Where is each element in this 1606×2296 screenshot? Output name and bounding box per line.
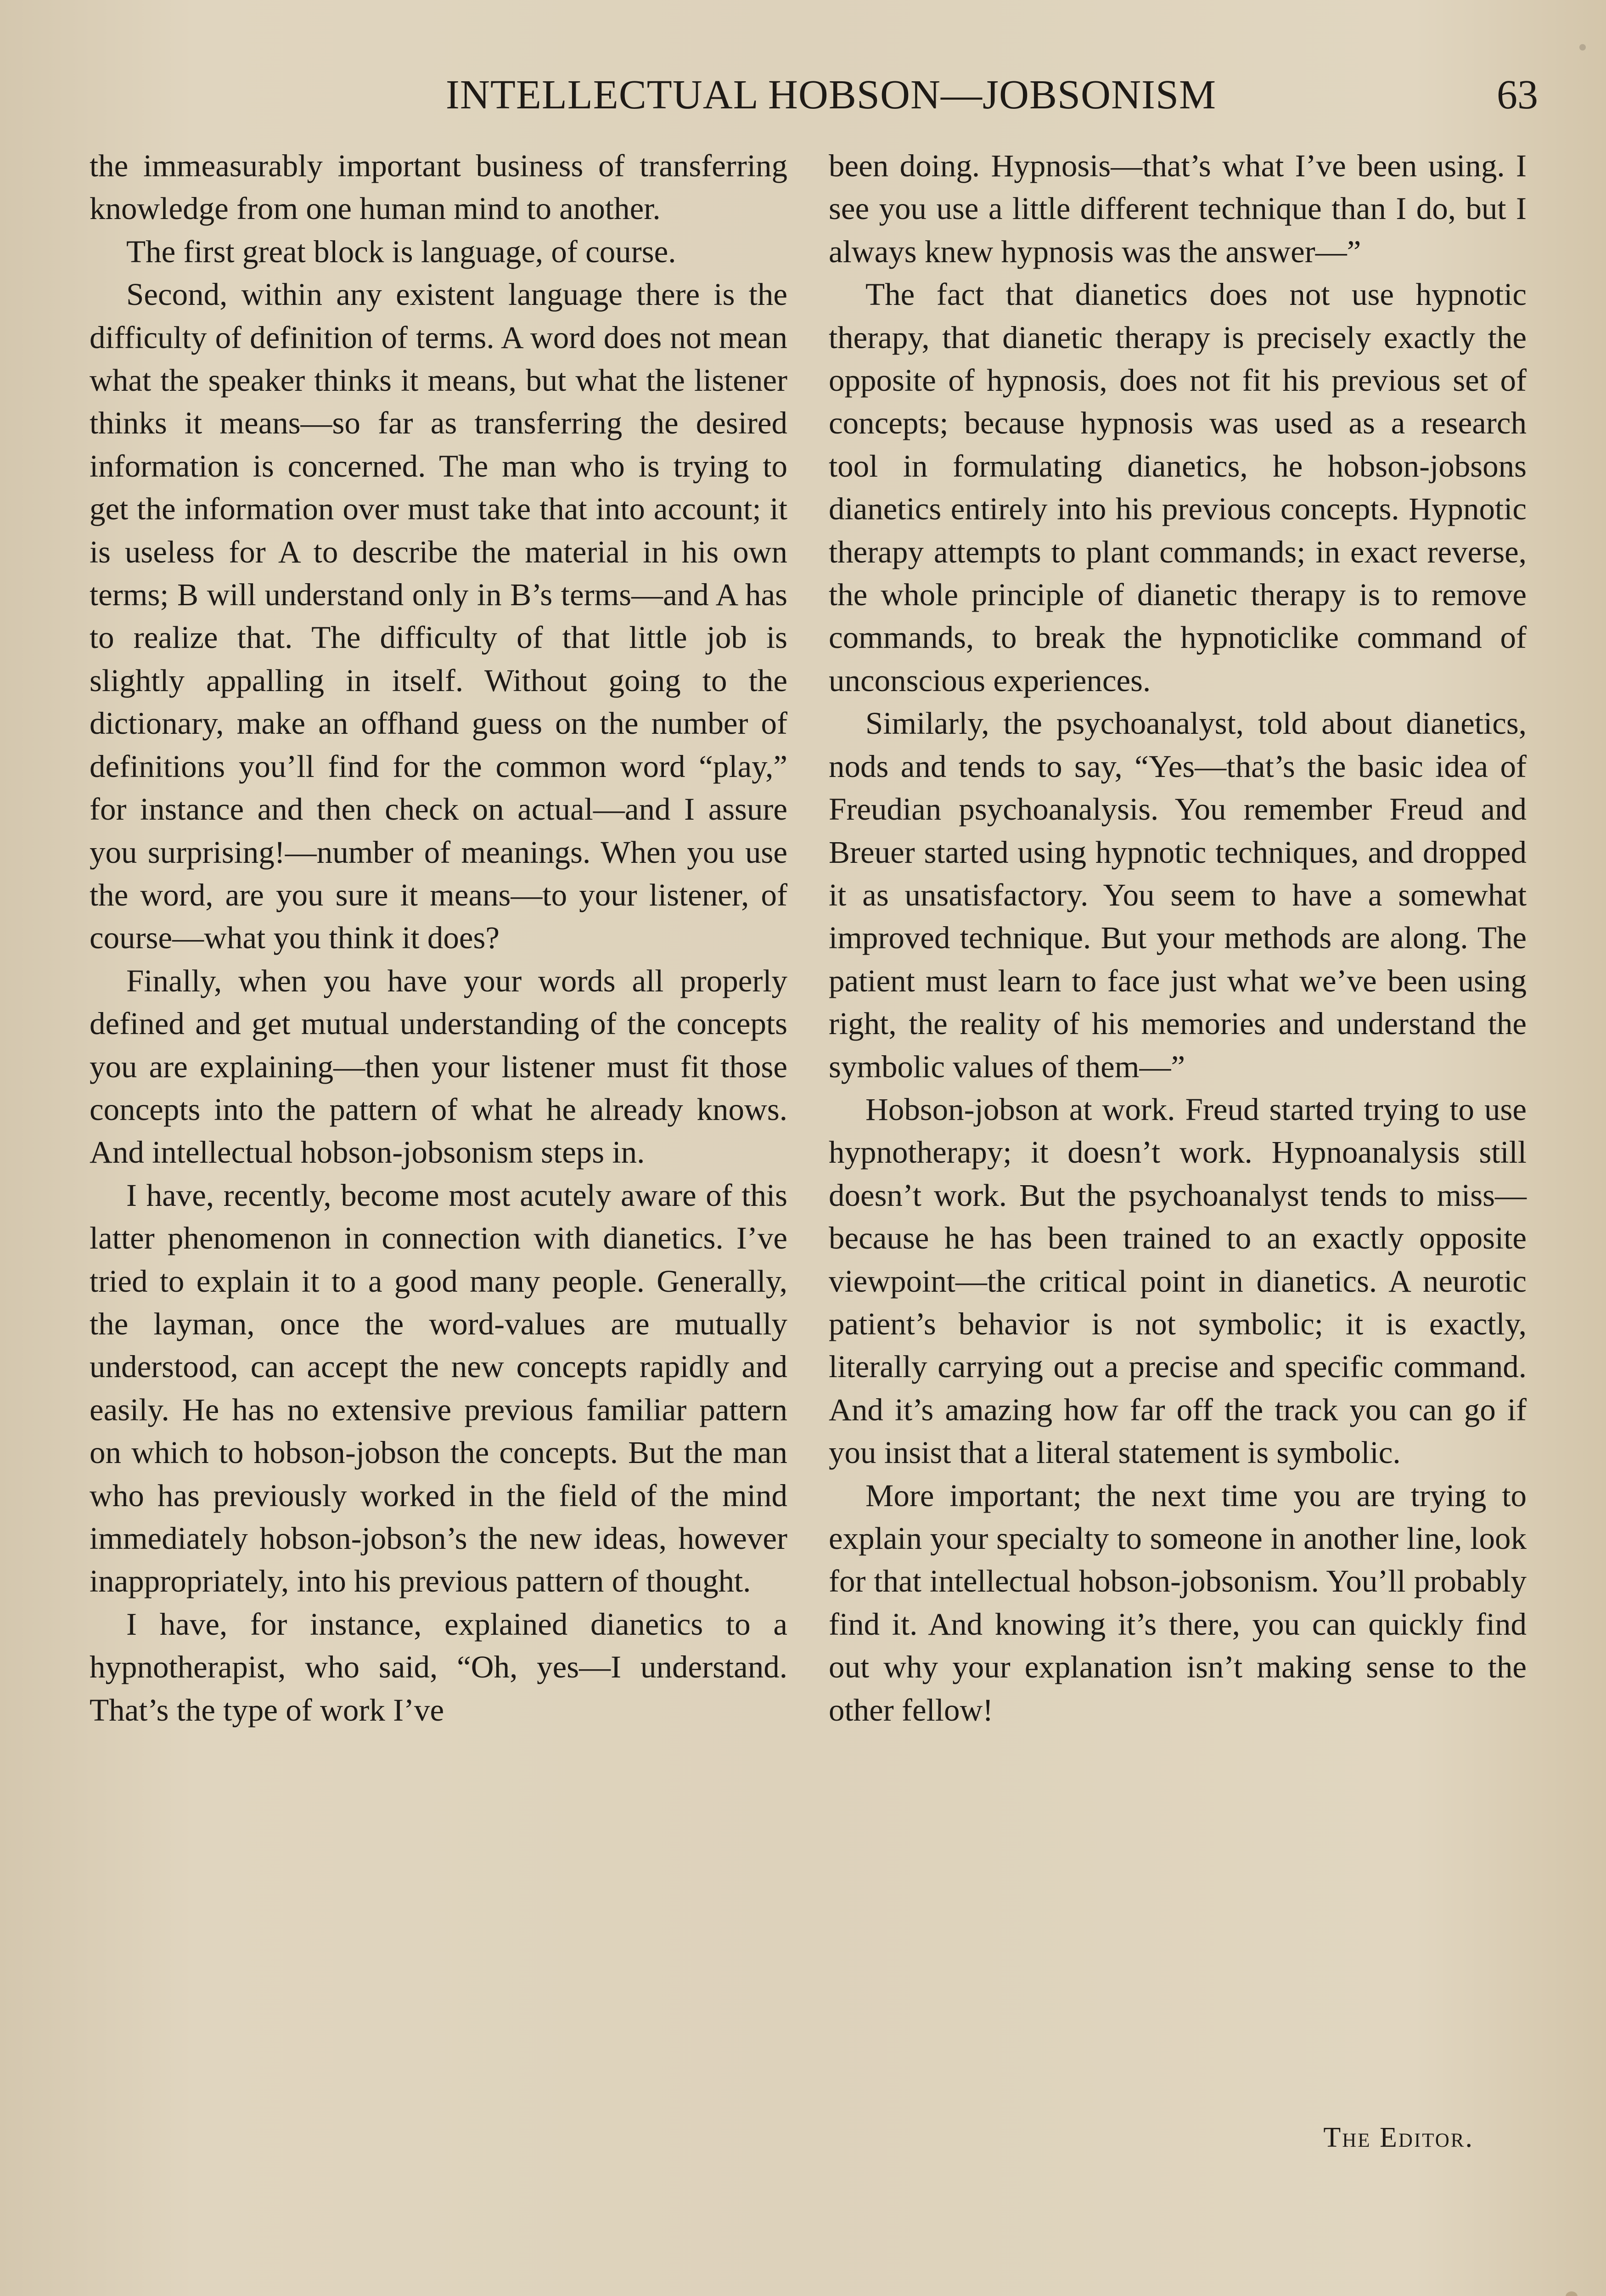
- paragraph: Hobson-jobson at work. Freud started trying to use hypnotherapy; it doesn’t work. Hypnoanalysis still doesn’t work. But the psychoanalyst tends to miss—because he has been trained to an exactly opposite viewpoint—the critical point in dianetics. A neurotic patient’s behavior is not symbolic; it is exactly, literally carrying out a precise and specific command. And it’s amazing how far off the track you can go if you insist that a literal statement is symbolic.: [829, 1092, 1527, 1470]
- paragraph: I have, for instance, explained dianetics to a hypnotherapist, who said, “Oh, yes—I understand. That’s the type of work I’ve: [90, 1606, 787, 1728]
- paragraph: Second, within any existent language there is the difficulty of definition of terms. A word does not mean what the speaker thinks it means, but what the listener thinks it means—so far as transferring the desired information is concerned. The man who is trying to get the information over must take that into account; it is useless for A to describe the material in his own terms; B will understand only in B’s terms—and A has to realize that. The difficulty of that little job is slightly appalling in itself. Without going to the dictionary, make an offhand guess on the number of definitions you’ll find for the common word “play,” for instance and then check on actual—and I assure you surprising!—number of meanings. When you use the word, are you sure it means—to your listener, of course—what you think it does?: [90, 277, 787, 956]
- paragraph: I have, recently, become most acutely aware of this latter phenomenon in connection with dianetics. I’ve tried to explain it to a good many people. Generally, the layman, once the word-values are mutually understood, can accept the new concepts rapidly and easily. He has no extensive previous familiar pattern on which to hobson-jobson the concepts. But the man who has previously worked in the field of the mind immediately hobson-jobson’s the new ideas, however inappropriately, into his previous pattern of thought.: [90, 1177, 787, 1599]
- left-column: [90, 145, 787, 1732]
- editor-signoff: The Editor.: [1323, 2122, 1474, 2153]
- paragraph: been doing. Hypnosis—that’s what I’ve been using. I see you use a little different technique than I do, but I always knew hypnosis was the answer—”: [829, 148, 1527, 269]
- paragraph: the immeasurably important business of transferring knowledge from one human mind to another.: [90, 148, 787, 226]
- right-column: [829, 145, 1527, 1732]
- paragraph: More important; the next time you are trying to explain your specialty to someone in another line, look for that intellectual hobson-jobsonism. You’ll probably find it. And knowing it’s there, you can quickly find out why your explanation isn’t making sense to the other fellow!: [829, 1478, 1527, 1728]
- page-number: 63: [1497, 72, 1538, 118]
- paragraph: The fact that dianetics does not use hypnotic therapy, that dianetic therapy is precisely exactly the opposite of hypnosis, does not fit his previous set of concepts; because hypnosis was used as a research tool in formulating dianetics, he hobson-jobsons dianetics entirely into his previous concepts. Hypnotic therapy attempts to plant commands; in exact reverse, the whole principle of dianetic therapy is to remove commands, to break the hypnoticlike command of unconscious experiences.: [829, 277, 1527, 698]
- paragraph: Similarly, the psychoanalyst, told about dianetics, nods and tends to say, “Yes—that’s the basic idea of Freudian psychoanalysis. You remember Freud and Breuer started using hypnotic techniques, and dropped it as unsatisfactory. You seem to have a somewhat improved technique. But your methods are along. The patient must learn to face just what we’ve been using right, the reality of his memories and understand the symbolic values of them—”: [829, 706, 1527, 1084]
- paragraph: Finally, when you have your words all properly defined and get mutual understanding of the concepts you are explaining—then your listener must fit those concepts into the pattern of what he already knows. And intellectual hobson-jobsonism steps in.: [90, 963, 787, 1170]
- paragraph: The first great block is language, of course.: [126, 234, 676, 269]
- paper-spot: [1579, 44, 1586, 51]
- running-title: INTELLECTUAL HOBSON—JOBSONISM: [445, 72, 1217, 118]
- paper-stain: [1566, 2291, 1578, 2296]
- running-head: [0, 70, 1606, 120]
